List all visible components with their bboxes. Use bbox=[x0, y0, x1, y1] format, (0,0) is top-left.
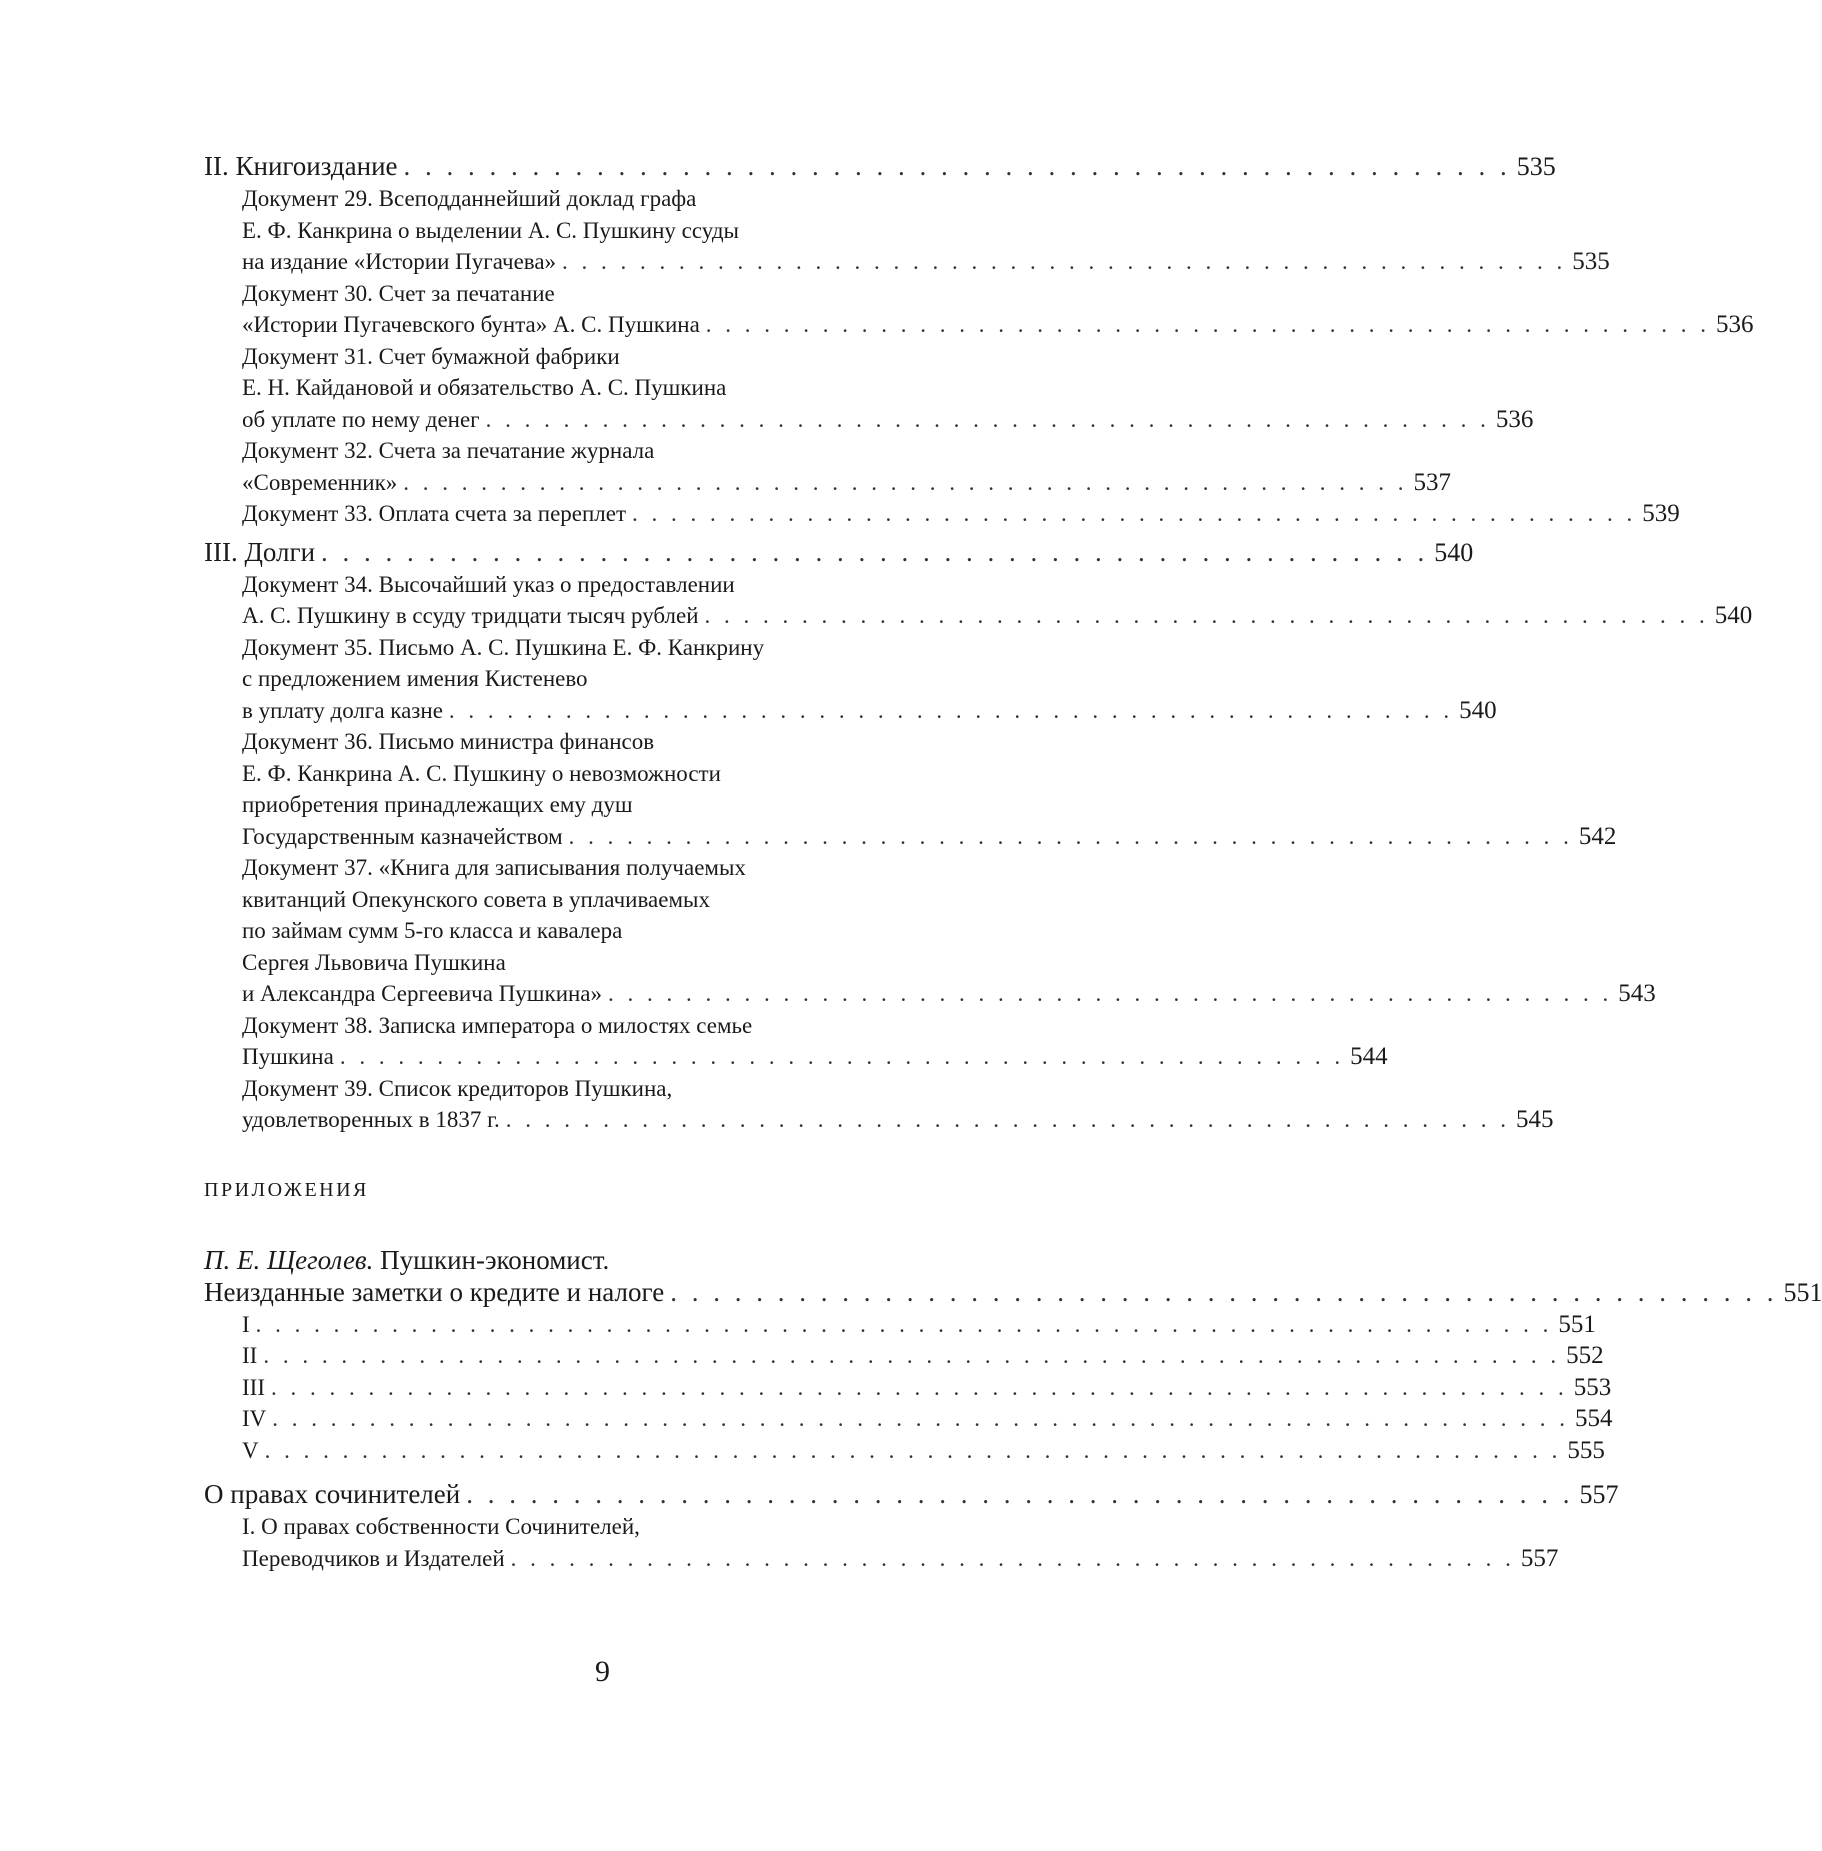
article-author: П. Е. Щеголев. bbox=[204, 1244, 374, 1275]
toc-entry-text: Документ 37. «Книга для записывания получаемых bbox=[242, 855, 746, 880]
toc-part-5 bbox=[204, 1435, 1605, 1467]
toc-article-authors-rights bbox=[204, 1478, 1619, 1511]
toc-entry-document-35 bbox=[204, 695, 1497, 727]
toc-entry-text: Документ 33. Оплата счета за переплет bbox=[242, 501, 627, 526]
page-ref: 545 bbox=[1515, 1106, 1554, 1133]
toc-entry-document-33 bbox=[204, 498, 1680, 530]
dot-leader: . . . . . . . . . . . . . . . . . . . . . . . . . . . . . . . . . . . . . . . . . . . . . . . . . . . . bbox=[704, 603, 1709, 628]
dot-leader: . . . . . . . . . . . . . . . . . . . . . . . . . . . . . . . . . . . . . . . . . . . . . . . . . . . . . . . . . . . . . . . . . . . bbox=[270, 1374, 1568, 1400]
toc-entry-text: приобретения принадлежащих ему душ bbox=[242, 792, 633, 817]
article-title: О правах сочинителей bbox=[204, 1479, 461, 1509]
appendix-heading: ПРИЛОЖЕНИЯ bbox=[204, 1178, 369, 1201]
dot-leader: . . . . . . . . . . . . . . . . . . . . . . . . . . . . . . . . . . . . . . . . . . . . . . . . . . . . bbox=[321, 536, 1429, 567]
page-ref: 540 bbox=[1459, 696, 1497, 724]
toc-entry-text: и Александра Сергеевича Пушкина» bbox=[242, 981, 603, 1006]
dot-leader: . . . . . . . . . . . . . . . . . . . . . . . . . . . . . . . . . . . . . . . . . . . . . . . . . . . . bbox=[510, 1545, 1515, 1571]
toc-entry-document-37 bbox=[204, 978, 1656, 1010]
toc-entry-text: Документ 34. Высочайший указ о предоставлении bbox=[242, 571, 735, 597]
toc-entry-document-32 bbox=[204, 467, 1452, 499]
toc-entry-text: Документ 38. Записка императора о милостях семье bbox=[242, 1012, 753, 1038]
toc-entry-text: на издание «Истории Пугачева» bbox=[242, 249, 557, 274]
page-ref: 552 bbox=[1566, 1342, 1604, 1369]
toc-entry-text: Пушкина bbox=[242, 1044, 334, 1069]
toc-entry-document-34 bbox=[204, 600, 1753, 632]
page-ref: 539 bbox=[1642, 500, 1680, 527]
page-ref: 540 bbox=[1434, 537, 1474, 567]
toc-entry-text: «Современник» bbox=[242, 469, 398, 495]
dot-leader: . . . . . . . . . . . . . . . . . . . . . . . . . . . . . . . . . . . . . . . . . . . . . . . . . . . . bbox=[632, 501, 1637, 526]
page-ref: 535 bbox=[1516, 152, 1556, 181]
dot-leader: . . . . . . . . . . . . . . . . . . . . . . . . . . . . . . . . . . . . . . . . . . . . . . . . . . . . bbox=[448, 697, 1454, 723]
toc-entry-text: об уплате по нему денег bbox=[242, 406, 480, 432]
page-ref: 537 bbox=[1413, 468, 1452, 496]
page-ref: 544 bbox=[1350, 1043, 1388, 1070]
toc-entry-document-36 bbox=[204, 821, 1617, 853]
toc-entry-document-29 bbox=[204, 246, 1610, 278]
toc-entry-text: Документ 30. Счет за печатание bbox=[242, 280, 555, 306]
part-label: V bbox=[242, 1437, 259, 1463]
toc-entry-text: I. О правах собственности Сочинителей, bbox=[242, 1514, 640, 1539]
toc-entry-text: Переводчиков и Издателей bbox=[242, 1545, 505, 1571]
toc-entry-text: Е. Ф. Канкрина о выделении А. С. Пушкину ссуды bbox=[242, 217, 739, 243]
dot-leader: . . . . . . . . . . . . . . . . . . . . . . . . . . . . . . . . . . . . . . . . . . . . . . . . . . . . bbox=[505, 1107, 1510, 1132]
dot-leader: . . . . . . . . . . . . . . . . . . . . . . . . . . . . . . . . . . . . . . . . . . . . . . . . . . . . bbox=[466, 1479, 1574, 1509]
page-ref: 557 bbox=[1520, 1544, 1559, 1572]
page-number: 9 bbox=[595, 1655, 610, 1688]
toc-entry-text: А. С. Пушкину в ссуду тридцати тысяч рублей bbox=[242, 603, 699, 628]
page-ref: 554 bbox=[1575, 1405, 1613, 1432]
page-ref: 557 bbox=[1579, 1480, 1619, 1509]
page-ref: 551 bbox=[1783, 1277, 1822, 1307]
page-ref: 540 bbox=[1714, 602, 1753, 629]
dot-leader: . . . . . . . . . . . . . . . . . . . . . . . . . . . . . . . . . . . . . . . . . . . . . . . . . . . . bbox=[608, 981, 1613, 1006]
page-ref: 535 bbox=[1572, 248, 1610, 275]
page-ref: 536 bbox=[1716, 311, 1754, 338]
dot-leader: . . . . . . . . . . . . . . . . . . . . . . . . . . . . . . . . . . . . . . . . . . . . . . . . . . . . . . . . . . . . . . . . . . . bbox=[272, 1406, 1570, 1431]
part-label: III bbox=[242, 1374, 265, 1400]
part-label: II bbox=[242, 1343, 258, 1368]
dot-leader: . . . . . . . . . . . . . . . . . . . . . . . . . . . . . . . . . . . . . . . . . . . . . . . . . . . . . . . . . . . . . . . . . . . bbox=[263, 1343, 1561, 1368]
section-title: II. Книгоиздание bbox=[204, 151, 398, 181]
page-ref: 551 bbox=[1558, 1310, 1596, 1338]
table-of-contents bbox=[204, 150, 1822, 1574]
toc-entry-text: Е. Ф. Канкрина А. С. Пушкину о невозможности bbox=[242, 760, 721, 786]
toc-entry-text: Документ 32. Счета за печатание журнала bbox=[242, 438, 655, 463]
toc-entry-document-31 bbox=[204, 404, 1534, 436]
section-title: III. Долги bbox=[204, 536, 316, 567]
dot-leader: . . . . . . . . . . . . . . . . . . . . . . . . . . . . . . . . . . . . . . . . . . . . . . . . . . . . . . . . . . . . . . . . . . . bbox=[264, 1437, 1562, 1463]
dot-leader: . . . . . . . . . . . . . . . . . . . . . . . . . . . . . . . . . . . . . . . . . . . . . . . . . . . . . . . . . . . . . . . . . . . bbox=[255, 1311, 1553, 1337]
dot-leader: . . . . . . . . . . . . . . . . . . . . . . . . . . . . . . . . . . . . . . . . . . . . . . . . . . . . bbox=[339, 1044, 1345, 1069]
dot-leader: . . . . . . . . . . . . . . . . . . . . . . . . . . . . . . . . . . . . . . . . . . . . . . . . . . . . bbox=[568, 823, 1573, 849]
toc-article-shchegolev bbox=[204, 1276, 1822, 1309]
page-ref: 543 bbox=[1618, 980, 1656, 1007]
toc-entry-text: Государственным казначейством bbox=[242, 823, 563, 849]
toc-part-2 bbox=[204, 1340, 1604, 1372]
toc-part-1 bbox=[204, 1309, 1596, 1341]
dot-leader: . . . . . . . . . . . . . . . . . . . . . . . . . . . . . . . . . . . . . . . . . . . . . . . . . . . . bbox=[562, 249, 1567, 274]
page-ref: 542 bbox=[1578, 822, 1617, 850]
dot-leader: . . . . . . . . . . . . . . . . . . . . . . . . . . . . . . . . . . . . . . . . . . . . . . . . . . . . bbox=[403, 469, 1408, 495]
page-ref: 553 bbox=[1573, 1373, 1612, 1401]
appendix-article-title bbox=[204, 1244, 904, 1276]
toc-entry-text: «Истории Пугачевского бунта» А. С. Пушкина bbox=[242, 312, 700, 337]
dot-leader: . . . . . . . . . . . . . . . . . . . . . . . . . . . . . . . . . . . . . . . . . . . . . . . . . . . . bbox=[403, 151, 1511, 181]
toc-part-3 bbox=[204, 1372, 1612, 1404]
toc-entry-text: удовлетворенных в 1837 г. bbox=[242, 1107, 500, 1132]
toc-section-publishing bbox=[204, 150, 1556, 183]
toc-entry-text: квитанций Опекунского совета в уплачиваемых bbox=[242, 886, 710, 912]
dot-leader: . . . . . . . . . . . . . . . . . . . . . . . . . . . . . . . . . . . . . . . . . . . . . . . . . . . . bbox=[485, 406, 1490, 432]
toc-entry-text: с предложением имения Кистенево bbox=[242, 666, 588, 691]
part-label: IV bbox=[242, 1406, 267, 1431]
toc-entry-text: Документ 36. Письмо министра финансов bbox=[242, 729, 655, 754]
toc-entry-text: Документ 35. Письмо А. С. Пушкина Е. Ф. Канкрину bbox=[242, 634, 765, 660]
toc-entry-text: Документ 31. Счет бумажной фабрики bbox=[242, 343, 620, 369]
toc-entry-text: Е. Н. Кайдановой и обязательство А. С. Пушкина bbox=[242, 375, 727, 400]
toc-entry-text: Документ 29. Всеподданнейший доклад графа bbox=[242, 186, 697, 211]
toc-entry-document-39 bbox=[204, 1104, 1554, 1136]
toc-part-4 bbox=[204, 1403, 1613, 1435]
article-title: Пушкин-экономист. bbox=[373, 1244, 610, 1275]
page-ref: 555 bbox=[1567, 1436, 1605, 1464]
toc-entry-property-rights bbox=[204, 1543, 1559, 1575]
toc-entry-document-38 bbox=[204, 1041, 1388, 1073]
toc-section-debts bbox=[204, 536, 1474, 569]
dot-leader: . . . . . . . . . . . . . . . . . . . . . . . . . . . . . . . . . . . . . . . . . . . . . . . . . . . . bbox=[670, 1276, 1778, 1307]
article-title: Неизданные заметки о кредите и налоге bbox=[204, 1276, 665, 1307]
toc-entry-text: в уплату долга казне bbox=[242, 697, 443, 723]
toc-entry-text: Документ 39. Список кредиторов Пушкина, bbox=[242, 1075, 673, 1101]
part-label: I bbox=[242, 1311, 250, 1337]
toc-entry-text: по займам сумм 5-го класса и кавалера bbox=[242, 918, 623, 943]
dot-leader: . . . . . . . . . . . . . . . . . . . . . . . . . . . . . . . . . . . . . . . . . . . . . . . . . . . . bbox=[705, 312, 1711, 337]
toc-entry-text: Сергея Львовича Пушкина bbox=[242, 949, 506, 975]
toc-entry-document-30 bbox=[204, 309, 1754, 341]
page-ref: 536 bbox=[1495, 405, 1534, 433]
